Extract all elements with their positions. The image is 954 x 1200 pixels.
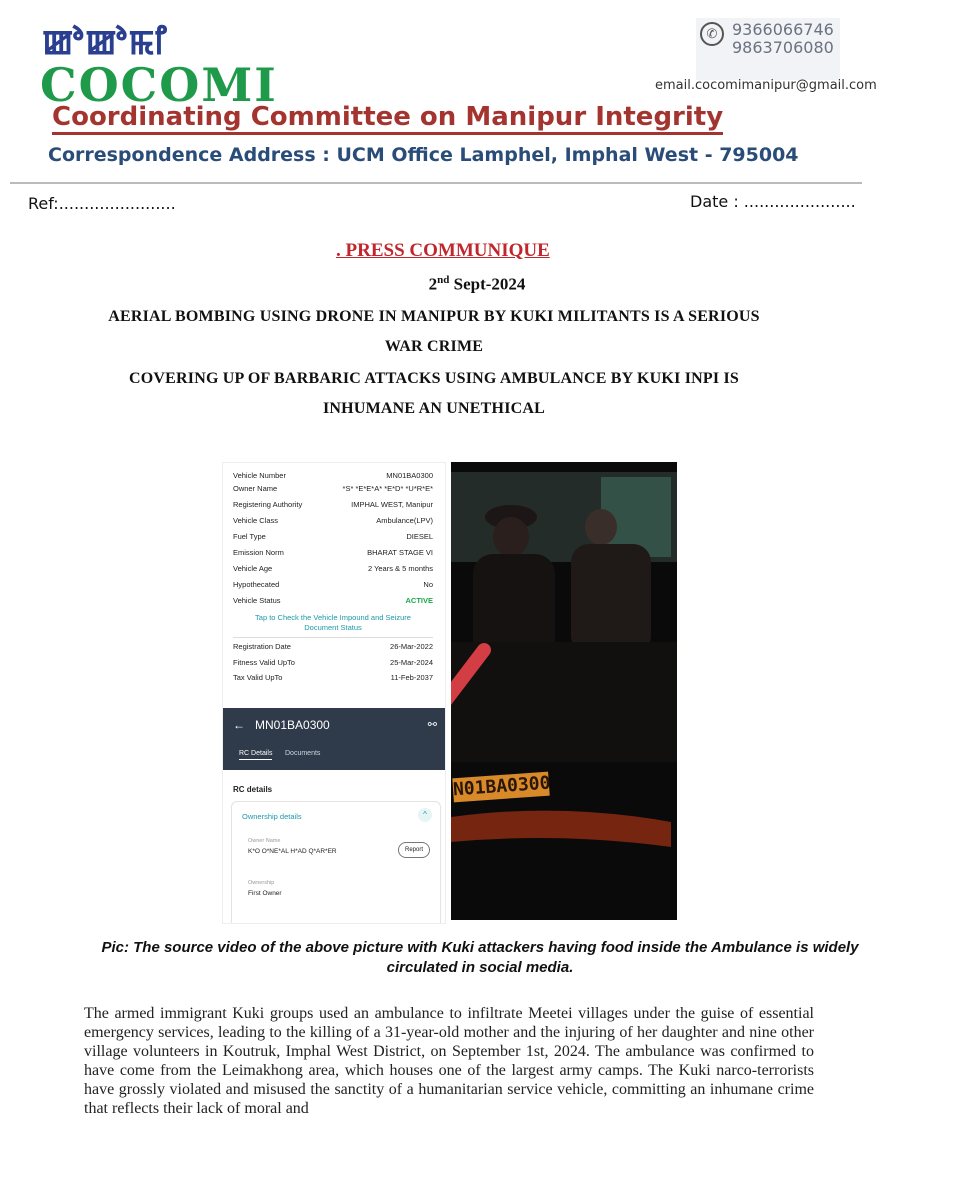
- detail-value: DIESEL: [406, 532, 433, 541]
- vehicle-status-badge: ACTIVE: [405, 596, 433, 605]
- share-icon[interactable]: ⚯: [427, 719, 437, 731]
- detail-key: Hypothecated: [233, 580, 280, 589]
- detail-key: Vehicle Number: [233, 471, 286, 480]
- detail-key: Vehicle Age: [233, 564, 273, 573]
- ambulance-photo: [451, 462, 677, 920]
- correspondence-address: Correspondence Address : UCM Office Lamphel, Imphal West - 795004: [48, 144, 799, 166]
- picture-caption: Pic: The source video of the above picture with Kuki attackers having food inside the Ambulance is widely circulated in social media.: [101, 939, 859, 976]
- detail-key: Tax Valid UpTo: [233, 673, 283, 682]
- tab-rc-details[interactable]: RC Details: [239, 750, 272, 760]
- org-full-name: Coordinating Committee on Manipur Integrity: [52, 102, 723, 135]
- person-body-2: [571, 544, 651, 654]
- detail-value: 11-Feb-2037: [390, 673, 433, 682]
- chevron-up-icon[interactable]: ^: [418, 808, 432, 822]
- detail-key: Fitness Valid UpTo: [233, 658, 295, 667]
- headline-1-line-2: WAR CRIME: [384, 338, 484, 355]
- date-day: 2: [428, 274, 438, 294]
- communique-date: [0, 274, 954, 295]
- vehicle-details-screenshot: [222, 462, 446, 924]
- app-title: [233, 718, 330, 732]
- separator: [233, 637, 433, 638]
- body-paragraph: The armed immigrant Kuki groups used an ambulance to infiltrate Meetei villages under the guise of essential emergency services, leading to the killing of a 31-year-old mother and the injuring of her daughter and nine other village volunteers in Koutruk, Imphal West District, on September 1st, 2024. The ambulance was confirmed to have come from the Leimakhong area, which houses one of the largest army camps. The Kuki narco-terrorists have grossly violated and misused the sanctity of a humanitarian service vehicle, committing an inhumane crime that reflects their lack of moral and: [84, 1005, 814, 1117]
- detail-key: Owner Name: [233, 484, 278, 493]
- detail-key: Fuel Type: [233, 532, 266, 541]
- app-header-bar: [223, 708, 445, 770]
- detail-key: Registering Authority: [233, 500, 303, 509]
- headline-2-line-1: COVERING UP OF BARBARIC ATTACKS USING AMBULANCE BY KUKI INPI IS: [128, 370, 739, 387]
- detail-value: No: [423, 580, 433, 589]
- ownership-value: First Owner: [248, 890, 282, 897]
- email: email.cocomimanipur@gmail.com: [655, 78, 877, 93]
- org-name: COCOMI: [40, 58, 278, 112]
- phone-number-1: 9366066746: [732, 20, 834, 39]
- detail-value: Ambulance(LPV): [376, 516, 433, 525]
- phone-number-2: 9863706080: [732, 38, 834, 57]
- ref-field: Ref:.......................: [28, 194, 176, 213]
- date-suffix: nd: [437, 274, 450, 286]
- report-button[interactable]: Report: [398, 842, 430, 858]
- detail-value: 26-Mar-2022: [390, 642, 433, 651]
- headline-2-line-2: INHUMANE AN UNETHICAL: [323, 400, 545, 417]
- detail-value: BHARAT STAGE VI: [367, 548, 433, 557]
- detail-value: 25-Mar-2024: [390, 658, 433, 667]
- detail-key: Emission Norm: [233, 548, 284, 557]
- person-head: [493, 517, 529, 557]
- ownership-details-heading: Ownership details: [242, 812, 302, 821]
- back-arrow-icon[interactable]: ←: [233, 718, 245, 732]
- detail-value: MN01BA0300: [386, 471, 433, 480]
- date-rest: Sept-2024: [449, 274, 526, 294]
- date-field: Date : ......................: [690, 192, 856, 211]
- ownership-card: [231, 801, 441, 924]
- header-divider: [10, 182, 862, 184]
- phone-icon: ✆: [700, 22, 724, 46]
- detail-key: Vehicle Status: [233, 596, 281, 605]
- rc-details-heading: RC details: [233, 785, 273, 794]
- press-communique-title: . PRESS COMMUNIQUE: [336, 240, 550, 261]
- owner-name-label: Owner Name: [248, 838, 281, 844]
- org-logo-script: ꯀꯣꯀꯣꯃꯤ: [42, 23, 169, 63]
- license-plate: N01BA0300: [452, 772, 552, 801]
- app-title-text: MN01BA0300: [255, 718, 330, 732]
- detail-key: Vehicle Class: [233, 516, 279, 525]
- owner-name-value: K*O O*NE*AL H*AD Q*AR*ER: [248, 848, 337, 855]
- detail-value: *S* *E*E*A* *E*D* *U*R*E*: [342, 484, 433, 493]
- ownership-label: Ownership: [248, 880, 275, 886]
- photo-scene: [451, 462, 677, 920]
- detail-value: 2 Years & 5 months: [367, 564, 433, 573]
- person-head-2: [585, 509, 617, 545]
- impound-status-link[interactable]: Tap to Check the Vehicle Impound and Seizure Document Status: [255, 613, 411, 632]
- detail-value: IMPHAL WEST, Manipur: [351, 500, 433, 509]
- headline-1-line-1: AERIAL BOMBING USING DRONE IN MANIPUR BY KUKI MILITANTS IS A SERIOUS: [108, 308, 760, 325]
- tab-documents[interactable]: Documents: [285, 750, 321, 757]
- detail-key: Registration Date: [233, 642, 291, 651]
